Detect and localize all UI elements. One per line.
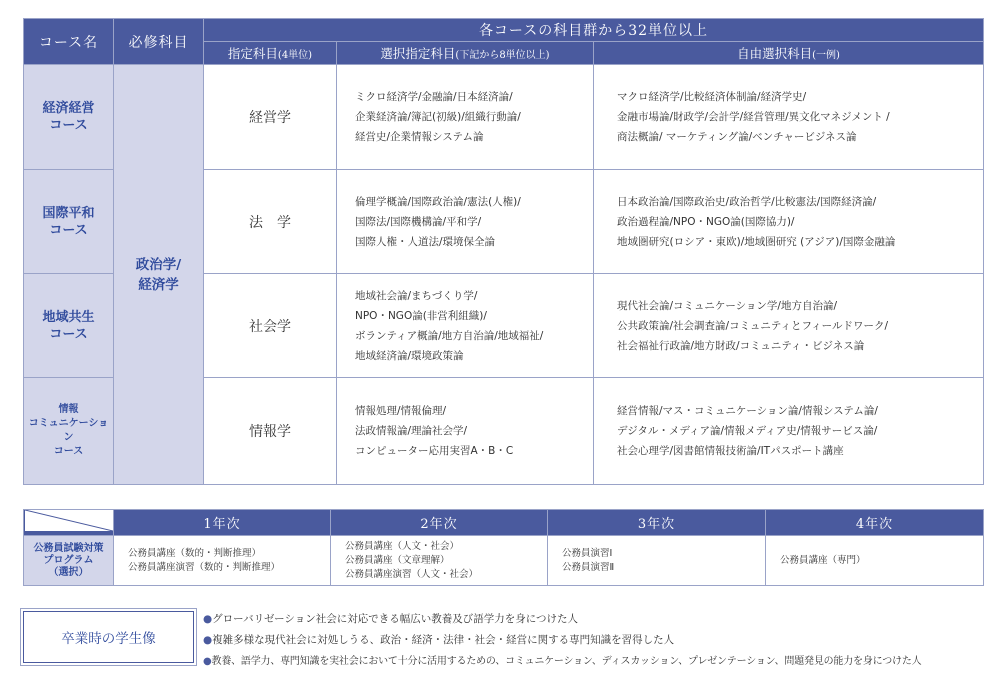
year-2-courses: 公務員講座（人文・社会） 公務員講座（文章理解） 公務員講座演習（人文・社会） <box>331 536 548 586</box>
program-label: 公務員試験対策 プログラム （選択） <box>24 536 114 586</box>
year-header-2: 2年次 <box>331 510 548 536</box>
bullet-icon: ● <box>203 634 213 646</box>
elective-list: 倫理学概論/国際政治論/憲法(人権)/ 国際法/国際機構論/平和学/ 国際人権・人道法/環境保全論 <box>337 170 594 274</box>
year-header-1: 1年次 <box>114 510 331 536</box>
year-1-courses: 公務員講座（数的・判断推理） 公務員講座演習（数的・判断推理） <box>114 536 331 586</box>
corner-cell <box>24 510 114 536</box>
course-name-community: 地域共生 コース <box>24 274 114 378</box>
header-free-elective: 自由選択科目(一例) <box>594 42 984 65</box>
designated-subject: 社会学 <box>204 274 337 378</box>
header-designated: 指定科目(4単位) <box>204 42 337 65</box>
elective-list: 情報処理/情報倫理/ 法政情報論/理論社会学/ コンピューター応用実習A・B・C <box>337 378 594 485</box>
required-subject: 政治学/ 経済学 <box>114 65 204 485</box>
designated-subject: 経営学 <box>204 65 337 170</box>
free-elective-list: マクロ経済学/比較経済体制論/経済学史/ 金融市場論/財政学/会計学/経営管理/異文化マネジメント / 商法概論/ マーケティング論/ベンチャービジネス論 <box>594 65 984 170</box>
graduate-profile-list <box>203 609 993 672</box>
year-header-4: 4年次 <box>766 510 984 536</box>
graduate-profile-title: 卒業時の学生像 <box>23 611 194 663</box>
bullet-icon: ● <box>203 613 213 625</box>
course-table <box>23 18 984 485</box>
course-name-information: 情報 コミュニケーション コース <box>24 378 114 485</box>
year-table <box>23 509 984 586</box>
year-header-3: 3年次 <box>548 510 766 536</box>
list-item: ●グローバリゼーション社会に対応できる幅広い教養及び語学力を身につけた人 <box>203 613 578 625</box>
header-elective: 選択指定科目(下記から8単位以上) <box>337 42 594 65</box>
elective-list: 地域社会論/まちづくり学/ NPO・NGO論(非営利組織)/ ボランティア概論/地方自治論/地域福祉/ 地域経済論/環境政策論 <box>337 274 594 378</box>
course-name-peace: 国際平和 コース <box>24 170 114 274</box>
designated-subject: 法 学 <box>204 170 337 274</box>
designated-subject: 情報学 <box>204 378 337 485</box>
free-elective-list: 経営情報/マス・コミュニケーション論/情報システム論/ デジタル・メディア論/情報メディア史/情報サービス論/ 社会心理学/図書館情報技術論/ITパスポート講座 <box>594 378 984 485</box>
elective-list: ミクロ経済学/金融論/日本経済論/ 企業経済論/簿記(初級)/組織行動論/ 経営史/企業情報システム論 <box>337 65 594 170</box>
header-required: 必修科目 <box>114 19 204 65</box>
header-span-title: 各コースの科目群から32単位以上 <box>204 19 984 42</box>
corner-diagonal <box>25 510 113 531</box>
year-3-courses: 公務員演習Ⅰ 公務員演習Ⅱ <box>548 536 766 586</box>
free-elective-list: 現代社会論/コミュニケーション学/地方自治論/ 公共政策論/社会調査論/コミュニティとフィールドワーク/ 社会福祉行政論/地方財政/コミュニティ・ビジネス論 <box>594 274 984 378</box>
free-elective-list: 日本政治論/国際政治史/政治哲学/比較憲法/国際経済論/ 政治過程論/NPO・NGO論(国際協力)/ 地域圏研究(ロシア・東欧)/地域圏研究 (アジア)/国際金融論 <box>594 170 984 274</box>
header-course-name: コース名 <box>24 19 114 65</box>
bullet-icon: ● <box>203 656 212 667</box>
list-item: ●教養、語学力、専門知識を実社会において十分に活用するための、コミュニケーション、ディスカッション、プレゼンテーション、問題発見の能力を身につけた人 <box>203 656 922 667</box>
year-4-courses: 公務員講座（専門） <box>766 536 984 586</box>
course-name-economics: 経済経営 コース <box>24 65 114 170</box>
list-item: ●複雑多様な現代社会に対処しうる、政治・経済・法律・社会・経営に関する専門知識を習得した人 <box>203 634 675 646</box>
table-row <box>24 65 984 170</box>
